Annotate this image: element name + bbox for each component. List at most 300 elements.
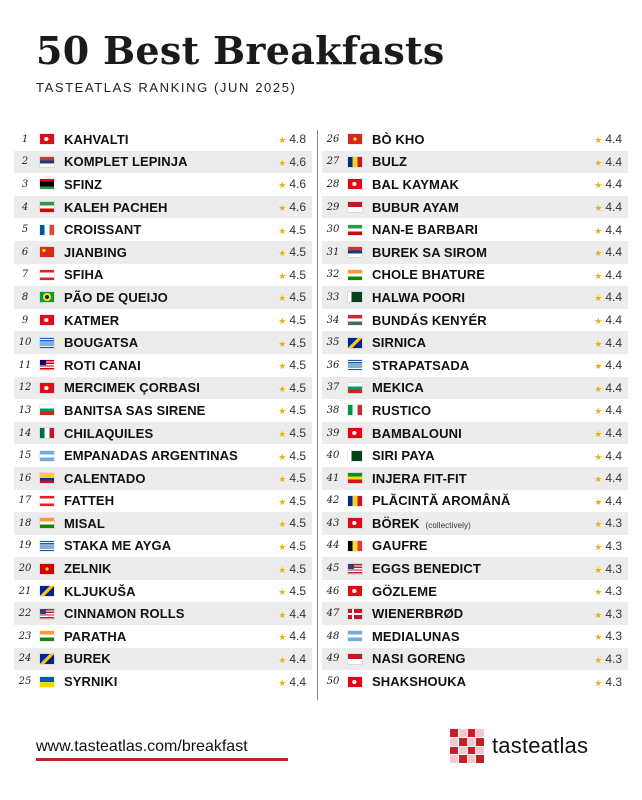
dish-name — [372, 493, 578, 508]
rating-value: 4.4 — [289, 674, 306, 689]
ranking-row — [322, 467, 628, 490]
rank-number: 24 — [18, 653, 32, 665]
rating-value: 4.3 — [605, 538, 622, 553]
turkey-flag-icon — [348, 179, 362, 189]
rank-number: 34 — [326, 314, 340, 326]
rating-value: 4.5 — [289, 267, 306, 282]
dish-name — [372, 629, 578, 644]
rank-number: 45 — [326, 563, 340, 575]
rating-value: 4.4 — [605, 448, 622, 463]
dish-name-text: WIENERBRØD — [372, 606, 464, 622]
star-icon: ★ — [278, 203, 287, 214]
ranking-row — [322, 196, 628, 219]
dish-name-text: BAMBALOUNI — [372, 425, 462, 441]
dish-name — [372, 358, 578, 373]
rating-value: 4.5 — [289, 471, 306, 486]
dish-name — [64, 674, 262, 689]
dish-rating — [578, 155, 628, 169]
ranking-row — [14, 309, 312, 332]
dish-name — [64, 651, 262, 666]
dish-name-text: HALWA POORI — [372, 289, 466, 305]
dish-name — [64, 358, 262, 373]
rank-number: 14 — [18, 427, 32, 439]
dish-name — [64, 538, 262, 553]
dish-name-text: NAN-E BARBARI — [372, 222, 479, 238]
dish-rating — [578, 358, 628, 372]
dish-name-text: MERCIMEK ÇORBASI — [64, 380, 200, 396]
rating-value: 4.4 — [289, 629, 306, 644]
ranking-row — [322, 602, 628, 625]
star-icon: ★ — [278, 180, 287, 191]
serbia-flag-icon — [348, 247, 362, 257]
ranking-row — [14, 399, 312, 422]
rating-value: 4.4 — [605, 471, 622, 486]
dish-name — [372, 606, 578, 621]
usa-flag-icon — [348, 564, 362, 574]
rating-value: 4.5 — [289, 380, 306, 395]
dish-rating — [578, 607, 628, 621]
dish-name-text: BUBUR AYAM — [372, 199, 459, 215]
rank-number: 16 — [18, 472, 32, 484]
dish-rating — [262, 607, 312, 621]
star-icon: ★ — [278, 587, 287, 598]
star-icon: ★ — [594, 248, 603, 259]
malaysia-flag-icon — [40, 360, 54, 370]
argentina-flag-icon — [348, 631, 362, 641]
mexico-flag-icon — [40, 428, 54, 438]
ranking-row — [14, 580, 312, 603]
turkey-flag-icon — [348, 586, 362, 596]
rank-number: 48 — [326, 630, 340, 642]
dish-name-text: CALENTADO — [64, 470, 146, 486]
dish-name-text: STAKA ME AYGA — [64, 538, 172, 554]
dish-name — [64, 222, 262, 237]
indonesia-flag-icon — [348, 654, 362, 664]
vietnam-flag-icon — [348, 134, 362, 144]
star-icon: ★ — [278, 609, 287, 620]
dish-name-text: BULZ — [372, 154, 408, 170]
star-icon: ★ — [278, 632, 287, 643]
star-icon: ★ — [278, 316, 287, 327]
rating-value: 4.5 — [289, 403, 306, 418]
dish-rating — [578, 313, 628, 327]
dish-name — [64, 313, 262, 328]
ranking-row — [322, 264, 628, 287]
ranking-row — [322, 648, 628, 671]
star-icon: ★ — [278, 496, 287, 507]
rank-number: 36 — [326, 359, 340, 371]
rating-value: 4.6 — [289, 177, 306, 192]
dish-name-text: NASI GORENG — [372, 651, 466, 667]
dish-name — [372, 132, 578, 147]
north-macedonia-flag-icon — [40, 564, 54, 574]
dish-name — [64, 426, 262, 441]
ranking-row — [14, 535, 312, 558]
dish-rating — [262, 675, 312, 689]
star-icon: ★ — [278, 293, 287, 304]
dish-name-text: BÒ KHO — [372, 131, 425, 147]
dish-rating — [578, 516, 628, 530]
dish-name — [372, 200, 578, 215]
dish-name-text: STRAPATSADA — [372, 357, 470, 373]
website-link[interactable]: www.tasteatlas.com/breakfast — [36, 738, 248, 755]
star-icon: ★ — [594, 338, 603, 349]
india-flag-icon — [40, 518, 54, 528]
dish-name — [372, 380, 578, 395]
rating-value: 4.5 — [289, 448, 306, 463]
rating-value: 4.4 — [605, 267, 622, 282]
logo-text-atlas: atlas — [540, 733, 589, 758]
dish-name — [372, 222, 578, 237]
dish-name-text: JIANBING — [64, 244, 127, 260]
dish-name — [372, 561, 578, 576]
dish-name-text: KATMER — [64, 312, 120, 328]
ranking-row — [14, 218, 312, 241]
rating-value: 4.3 — [605, 516, 622, 531]
romania-flag-icon — [348, 157, 362, 167]
dish-rating — [578, 177, 628, 191]
tunisia-flag-icon — [348, 677, 362, 687]
dish-name-text: KOMPLET LEPINJA — [64, 154, 188, 170]
rating-value: 4.3 — [605, 651, 622, 666]
star-icon: ★ — [594, 677, 603, 688]
libya-flag-icon — [40, 179, 54, 189]
dish-rating — [262, 562, 312, 576]
rating-value: 4.5 — [289, 561, 306, 576]
rating-value: 4.4 — [605, 245, 622, 260]
ranking-row — [14, 286, 312, 309]
ranking-row — [322, 399, 628, 422]
dish-rating — [578, 268, 628, 282]
rank-number: 43 — [326, 517, 340, 529]
page-subtitle: TASTEATLAS RANKING (JUN 2025) — [36, 80, 297, 95]
ranking-row — [14, 557, 312, 580]
dish-name — [64, 606, 262, 621]
dish-name-text: CROISSANT — [64, 222, 142, 238]
rating-value: 4.4 — [605, 335, 622, 350]
rank-number: 3 — [21, 178, 29, 190]
star-icon: ★ — [594, 383, 603, 394]
dish-name — [372, 313, 578, 328]
ranking-row — [322, 354, 628, 377]
rating-value: 4.5 — [289, 313, 306, 328]
rank-number: 1 — [21, 133, 29, 145]
rating-value: 4.4 — [605, 177, 622, 192]
star-icon: ★ — [278, 157, 287, 168]
star-icon: ★ — [594, 496, 603, 507]
star-icon: ★ — [594, 429, 603, 440]
dish-name — [372, 403, 578, 418]
dish-name — [64, 403, 262, 418]
dish-name — [372, 290, 578, 305]
dish-rating — [262, 629, 312, 643]
dish-name — [372, 584, 578, 599]
rating-value: 4.4 — [289, 651, 306, 666]
dish-rating — [578, 200, 628, 214]
bulgaria-flag-icon — [40, 405, 54, 415]
dish-name-text: CHOLE BHATURE — [372, 267, 485, 283]
dish-name-text: RUSTICO — [372, 402, 432, 418]
star-icon: ★ — [594, 632, 603, 643]
rank-number: 6 — [21, 246, 29, 258]
dish-rating — [578, 403, 628, 417]
ethiopia-flag-icon — [348, 473, 362, 483]
dish-rating — [262, 200, 312, 214]
rating-value: 4.5 — [289, 222, 306, 237]
dish-name — [64, 154, 262, 169]
star-icon: ★ — [594, 654, 603, 665]
dish-rating — [578, 381, 628, 395]
rank-number: 10 — [18, 337, 32, 349]
dish-name-text: ZELNIK — [64, 561, 112, 577]
rating-value: 4.4 — [605, 358, 622, 373]
tasteatlas-logo — [450, 729, 588, 763]
rating-value: 4.5 — [289, 426, 306, 441]
star-icon: ★ — [594, 203, 603, 214]
bosnia-flag-icon — [40, 586, 54, 596]
dish-rating — [262, 245, 312, 259]
ranking-row — [322, 512, 628, 535]
dish-rating — [262, 177, 312, 191]
dish-name-text: SHAKSHOUKA — [372, 674, 467, 690]
dish-name-text: EGGS BENEDICT — [372, 561, 481, 577]
dish-rating — [262, 652, 312, 666]
dish-rating — [262, 313, 312, 327]
logo-text-taste: taste — [492, 733, 541, 758]
rank-number: 2 — [21, 156, 29, 168]
rank-number: 19 — [18, 540, 32, 552]
tunisia-flag-icon — [348, 428, 362, 438]
rating-value: 4.3 — [605, 606, 622, 621]
china-flag-icon — [40, 247, 54, 257]
france-flag-icon — [40, 225, 54, 235]
rating-value: 4.5 — [289, 358, 306, 373]
dish-name-text: MEDIALUNAS — [372, 628, 460, 644]
dish-name — [372, 448, 578, 463]
star-icon: ★ — [278, 383, 287, 394]
iran-flag-icon — [40, 202, 54, 212]
indonesia-flag-icon — [348, 202, 362, 212]
dish-rating — [578, 652, 628, 666]
rating-value: 4.8 — [289, 132, 306, 147]
dish-rating — [262, 539, 312, 553]
rank-number: 44 — [326, 540, 340, 552]
dish-name-text: BUREK — [64, 651, 111, 667]
logo-wordmark — [492, 733, 588, 759]
dish-name — [372, 177, 578, 192]
bosnia-flag-icon — [40, 654, 54, 664]
rank-number: 12 — [18, 382, 32, 394]
dish-name — [372, 674, 578, 689]
ranking-row — [14, 467, 312, 490]
dish-rating — [578, 426, 628, 440]
dish-rating — [578, 494, 628, 508]
ranking-row — [14, 648, 312, 671]
brazil-flag-icon — [40, 292, 54, 302]
rank-number: 32 — [326, 269, 340, 281]
dish-name-text: FATTEH — [64, 493, 115, 509]
ranking-row — [14, 490, 312, 513]
rating-value: 4.3 — [605, 561, 622, 576]
column-divider — [317, 130, 318, 700]
ranking-row — [322, 580, 628, 603]
dish-name-text: SIRI PAYA — [372, 448, 435, 464]
usa-flag-icon — [40, 609, 54, 619]
rank-number: 9 — [21, 314, 29, 326]
dish-name — [64, 335, 262, 350]
rating-value: 4.3 — [605, 629, 622, 644]
rating-value: 4.5 — [289, 335, 306, 350]
star-icon: ★ — [278, 541, 287, 552]
dish-rating — [262, 155, 312, 169]
star-icon: ★ — [594, 406, 603, 417]
dish-name-text: GAUFRE — [372, 538, 428, 554]
ukraine-flag-icon — [40, 677, 54, 687]
iran-flag-icon — [348, 225, 362, 235]
dish-rating — [578, 290, 628, 304]
rank-number: 20 — [18, 563, 32, 575]
dish-rating — [262, 494, 312, 508]
serbia-flag-icon — [40, 157, 54, 167]
rating-value: 4.3 — [605, 584, 622, 599]
dish-rating — [262, 132, 312, 146]
star-icon: ★ — [278, 677, 287, 688]
dish-name-text: GÖZLEME — [372, 583, 437, 599]
dish-rating — [578, 223, 628, 237]
romania-flag-icon — [348, 496, 362, 506]
ranking-row — [14, 196, 312, 219]
star-icon: ★ — [594, 316, 603, 327]
dish-name-text: CHILAQUILES — [64, 425, 154, 441]
dish-rating — [262, 516, 312, 530]
ranking-row — [14, 151, 312, 174]
rank-number: 11 — [18, 359, 32, 371]
ranking-row — [322, 670, 628, 693]
rating-value: 4.4 — [605, 222, 622, 237]
dish-name-text: KLJUKUŠA — [64, 583, 136, 599]
ranking-row — [14, 331, 312, 354]
dish-rating — [578, 675, 628, 689]
ranking-row — [322, 557, 628, 580]
star-icon: ★ — [594, 180, 603, 191]
rank-number: 31 — [326, 246, 340, 258]
ranking-row — [14, 377, 312, 400]
dish-name-text: SIRNICA — [372, 335, 427, 351]
dish-name-text: BUNDÁS KENYÉR — [372, 312, 487, 328]
dish-name-text: ROTI CANAI — [64, 357, 141, 373]
star-icon: ★ — [594, 519, 603, 530]
ranking-row — [322, 331, 628, 354]
rating-value: 4.5 — [289, 493, 306, 508]
rank-number: 46 — [326, 585, 340, 597]
dish-name — [372, 651, 578, 666]
star-icon: ★ — [594, 451, 603, 462]
dish-name — [372, 426, 578, 441]
rank-number: 40 — [326, 450, 340, 462]
star-icon: ★ — [594, 225, 603, 236]
ranking-row — [14, 422, 312, 445]
star-icon: ★ — [594, 135, 603, 146]
dish-rating — [262, 584, 312, 598]
dish-name-text: SFIHA — [64, 267, 104, 283]
rank-number: 37 — [326, 382, 340, 394]
link-underline — [36, 758, 288, 761]
dish-rating — [578, 449, 628, 463]
rating-value: 4.3 — [605, 674, 622, 689]
dish-name-text: SFINZ — [64, 176, 103, 192]
ranking-row — [322, 286, 628, 309]
dish-name-text: BÖREK — [372, 515, 420, 531]
dish-name — [64, 629, 262, 644]
star-icon: ★ — [278, 248, 287, 259]
dish-rating — [578, 471, 628, 485]
star-icon: ★ — [278, 406, 287, 417]
dish-name-text: CINNAMON ROLLS — [64, 606, 185, 622]
dish-name — [64, 584, 262, 599]
dish-name-text: PLĂCINTĂ AROMÂNĂ — [372, 493, 511, 509]
dish-name-text: SYRNIKI — [64, 674, 118, 690]
dish-name — [64, 200, 262, 215]
star-icon: ★ — [594, 564, 603, 575]
dish-rating — [578, 336, 628, 350]
dish-rating — [262, 426, 312, 440]
star-icon: ★ — [278, 270, 287, 281]
dish-name — [64, 561, 262, 576]
ranking-row — [322, 377, 628, 400]
star-icon: ★ — [278, 225, 287, 236]
dish-name — [64, 132, 262, 147]
dish-name-text: BOUGATSA — [64, 335, 139, 351]
ranking-row — [14, 444, 312, 467]
dish-rating — [262, 381, 312, 395]
rating-value: 4.4 — [605, 380, 622, 395]
rank-number: 25 — [18, 676, 32, 688]
dish-rating — [578, 629, 628, 643]
bulgaria-flag-icon — [348, 383, 362, 393]
dish-name — [64, 290, 262, 305]
rating-value: 4.5 — [289, 516, 306, 531]
dish-name — [64, 448, 262, 463]
dish-name-text: PARATHA — [64, 628, 127, 644]
dish-name — [372, 154, 578, 169]
ranking-row — [14, 354, 312, 377]
rating-value: 4.4 — [605, 200, 622, 215]
star-icon: ★ — [278, 519, 287, 530]
dish-name-text: KALEH PACHEH — [64, 199, 168, 215]
india-flag-icon — [40, 631, 54, 641]
dish-rating — [578, 245, 628, 259]
ranking-row — [14, 670, 312, 693]
star-icon: ★ — [594, 609, 603, 620]
argentina-flag-icon — [40, 451, 54, 461]
dish-name — [64, 245, 262, 260]
dish-name — [372, 245, 578, 260]
italy-flag-icon — [348, 405, 362, 415]
turkey-flag-icon — [40, 383, 54, 393]
star-icon: ★ — [278, 474, 287, 485]
rank-number: 5 — [21, 224, 29, 236]
rating-value: 4.4 — [605, 493, 622, 508]
dish-name — [372, 471, 578, 486]
rank-number: 7 — [21, 269, 29, 281]
rank-number: 15 — [18, 450, 32, 462]
ranking-row — [322, 535, 628, 558]
ranking-row — [322, 218, 628, 241]
dish-name-text: MISAL — [64, 515, 105, 531]
dish-name-text: KAHVALTI — [64, 131, 129, 147]
rating-value: 4.4 — [289, 606, 306, 621]
star-icon: ★ — [278, 135, 287, 146]
